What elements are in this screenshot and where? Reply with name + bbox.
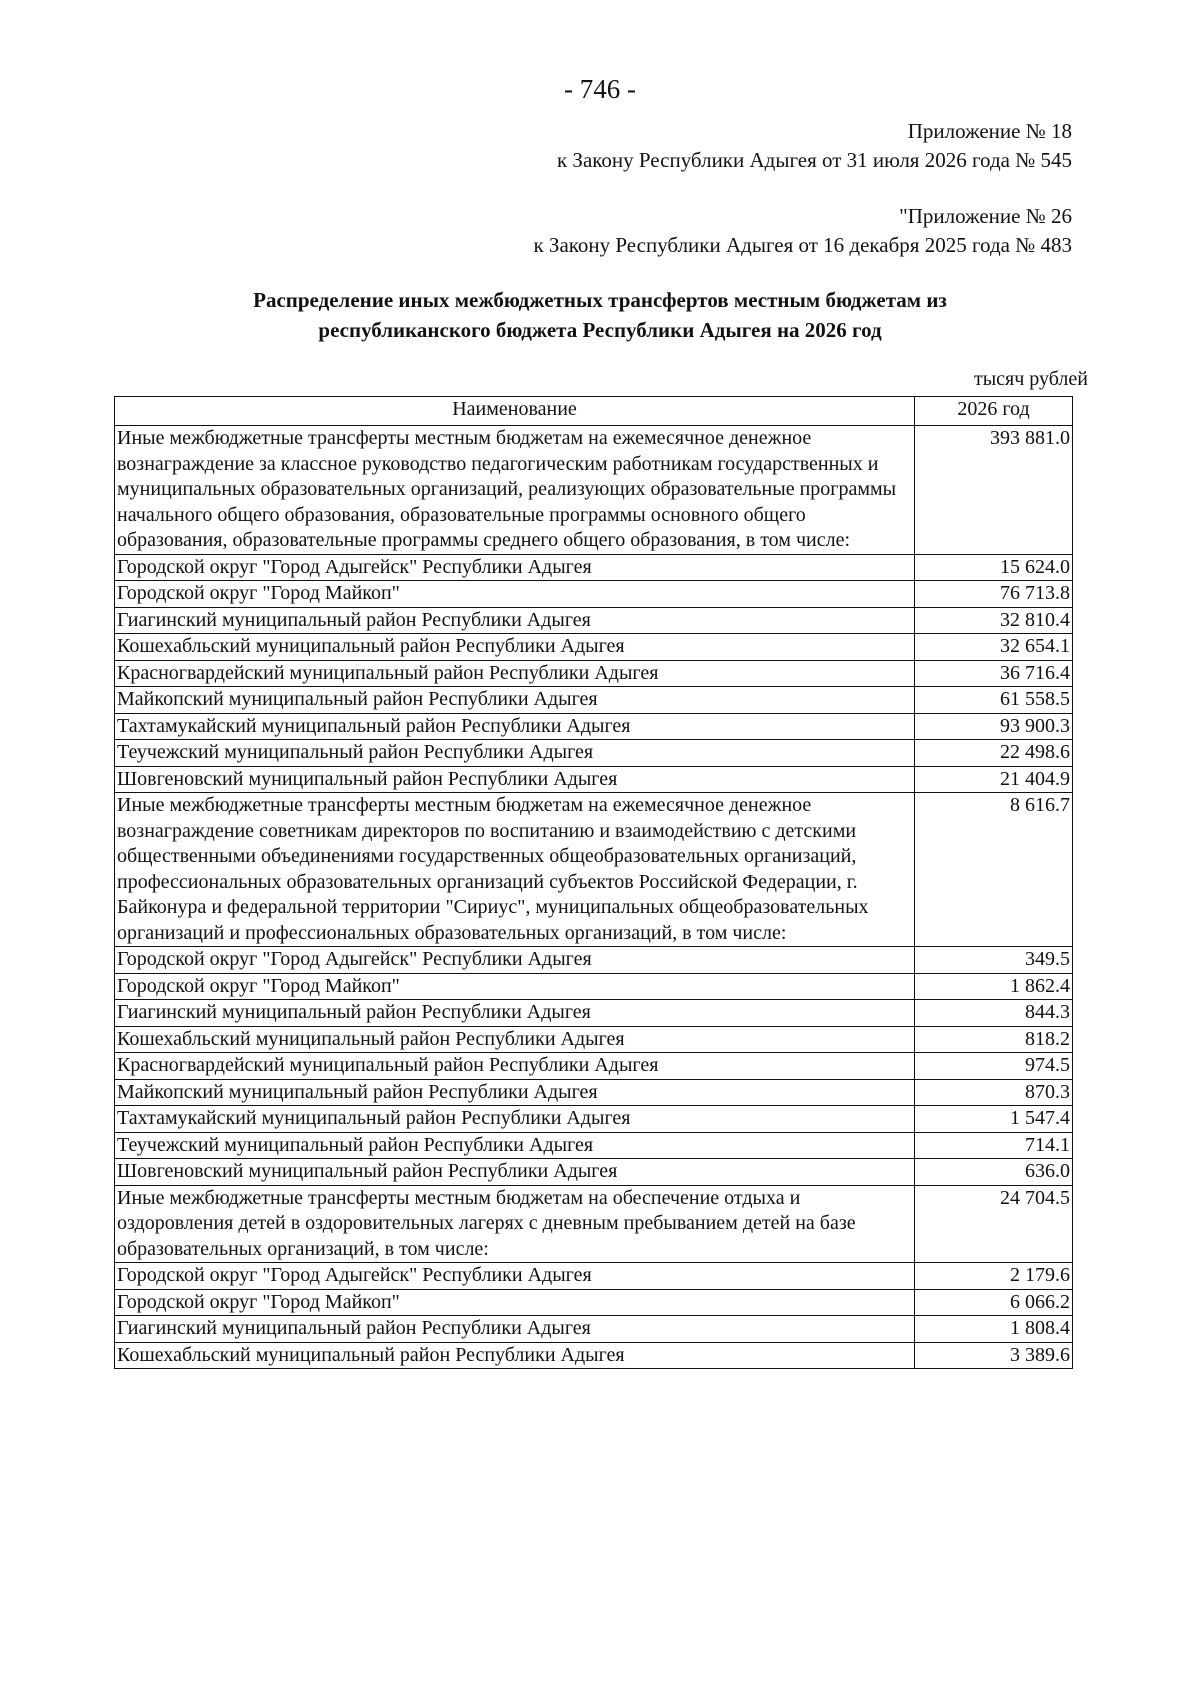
appendix-previous-line2: к Закону Республики Адыгея от 16 декабря 2025 года № 483 [533, 233, 1072, 257]
table-row [115, 1185, 1073, 1263]
table-row [115, 687, 1073, 714]
table-row [115, 660, 1073, 687]
row-value: 22 498.6 [915, 740, 1073, 767]
table-row [115, 1053, 1073, 1080]
table-row [115, 947, 1073, 974]
header-year: 2026 год [915, 397, 1073, 426]
row-name: Городской округ "Город Адыгейск" Республики Адыгея [115, 1263, 915, 1290]
row-name: Городской округ "Город Майкоп" [115, 581, 915, 608]
row-name: Кошехабльский муниципальный район Республики Адыгея [115, 634, 915, 661]
row-value: 61 558.5 [915, 687, 1073, 714]
row-value: 1 862.4 [915, 973, 1073, 1000]
row-value: 2 179.6 [915, 1263, 1073, 1290]
row-value: 32 654.1 [915, 634, 1073, 661]
row-value: 76 713.8 [915, 581, 1073, 608]
document-title-line2: республиканского бюджета Республики Адыгея на 2026 год [318, 318, 882, 342]
row-value: 93 900.3 [915, 713, 1073, 740]
table-header-row [115, 397, 1073, 426]
row-value: 844.3 [915, 1000, 1073, 1027]
row-name: Шовгеновский муниципальный район Республики Адыгея [115, 1159, 915, 1186]
row-name: Гиагинский муниципальный район Республики Адыгея [115, 1316, 915, 1343]
row-name: Красногвардейский муниципальный район Республики Адыгея [115, 1053, 915, 1080]
table-row [115, 740, 1073, 767]
row-name: Иные межбюджетные трансферты местным бюджетам на ежемесячное денежное вознаграждение советникам директоров по воспитанию и взаимодействию с детскими общественными объединениями государственных общеобразовательных организаций, профессиональных образовательных организаций субъектов Российской Федерации, г. Байконура и федеральной территории "Сириус", муниципальных общеобразовательных организаций и профессиональных образовательных организаций, в том числе: [115, 793, 915, 947]
row-name: Гиагинский муниципальный район Республики Адыгея [115, 1000, 915, 1027]
table-row [115, 766, 1073, 793]
row-name: Городской округ "Город Майкоп" [115, 973, 915, 1000]
page-number: - 746 - [564, 74, 636, 104]
appendix-current-line2: к Закону Республики Адыгея от 31 июля 2026 года № 545 [556, 148, 1072, 172]
table-row [115, 607, 1073, 634]
table-row [115, 634, 1073, 661]
units-label: тысяч рублей [973, 368, 1088, 390]
table-row [115, 1106, 1073, 1133]
row-name: Иные межбюджетные трансферты местным бюджетам на обеспечение отдыха и оздоровления детей в оздоровительных лагерях с дневным пребыванием детей на базе образовательных организаций, в том числе: [115, 1185, 915, 1263]
row-name: Кошехабльский муниципальный район Республики Адыгея [115, 1026, 915, 1053]
header-name: Наименование [115, 397, 915, 426]
row-value: 1 808.4 [915, 1316, 1073, 1343]
row-name: Майкопский муниципальный район Республики Адыгея [115, 687, 915, 714]
appendix-previous-line1: "Приложение № 26 [899, 204, 1072, 228]
table-row [115, 973, 1073, 1000]
document-title [0, 285, 1200, 345]
row-value: 636.0 [915, 1159, 1073, 1186]
table-row [115, 1263, 1073, 1290]
row-value: 15 624.0 [915, 554, 1073, 581]
row-name: Городской округ "Город Адыгейск" Республики Адыгея [115, 554, 915, 581]
row-name: Тахтамукайский муниципальный район Республики Адыгея [115, 1106, 915, 1133]
table-row [115, 793, 1073, 947]
table-row [115, 1289, 1073, 1316]
table-row [115, 1159, 1073, 1186]
row-value: 974.5 [915, 1053, 1073, 1080]
appendix-header-previous [533, 202, 1072, 260]
appendix-header-current [557, 117, 1072, 175]
row-value: 24 704.5 [915, 1185, 1073, 1263]
row-name: Городской округ "Город Адыгейск" Республики Адыгея [115, 947, 915, 974]
table-row [115, 426, 1073, 555]
table-row [115, 581, 1073, 608]
row-value: 349.5 [915, 947, 1073, 974]
row-name: Иные межбюджетные трансферты местным бюджетам на ежемесячное денежное вознаграждение за классное руководство педагогическим работникам государственных и муниципальных образовательных организаций, реализующих образовательные программы начального общего образования, образовательные программы основного общего образования, образовательные программы среднего общего образования, в том числе: [115, 426, 915, 555]
row-value: 818.2 [915, 1026, 1073, 1053]
row-value: 1 547.4 [915, 1106, 1073, 1133]
row-value: 714.1 [915, 1132, 1073, 1159]
table-row [115, 1079, 1073, 1106]
table-row [115, 1132, 1073, 1159]
row-name: Тахтамукайский муниципальный район Республики Адыгея [115, 713, 915, 740]
row-name: Кошехабльский муниципальный район Республики Адыгея [115, 1342, 915, 1369]
row-name: Теучежский муниципальный район Республики Адыгея [115, 1132, 915, 1159]
row-value: 3 389.6 [915, 1342, 1073, 1369]
row-name: Теучежский муниципальный район Республики Адыгея [115, 740, 915, 767]
table-row [115, 1316, 1073, 1343]
row-name: Красногвардейский муниципальный район Республики Адыгея [115, 660, 915, 687]
row-name: Гиагинский муниципальный район Республики Адыгея [115, 607, 915, 634]
row-name: Майкопский муниципальный район Республики Адыгея [115, 1079, 915, 1106]
row-value: 8 616.7 [915, 793, 1073, 947]
budget-table [114, 396, 1073, 1369]
row-value: 36 716.4 [915, 660, 1073, 687]
row-value: 393 881.0 [915, 426, 1073, 555]
table-row [115, 554, 1073, 581]
table-row [115, 1342, 1073, 1369]
document-title-line1: Распределение иных межбюджетных трансфертов местным бюджетам из [253, 288, 947, 312]
row-name: Городской округ "Город Майкоп" [115, 1289, 915, 1316]
row-value: 21 404.9 [915, 766, 1073, 793]
table-row [115, 713, 1073, 740]
row-value: 6 066.2 [915, 1289, 1073, 1316]
table-row [115, 1000, 1073, 1027]
row-name: Шовгеновский муниципальный район Республики Адыгея [115, 766, 915, 793]
row-value: 32 810.4 [915, 607, 1073, 634]
appendix-current-line1: Приложение № 18 [907, 119, 1072, 143]
table-body [115, 426, 1073, 1369]
table-row [115, 1026, 1073, 1053]
row-value: 870.3 [915, 1079, 1073, 1106]
